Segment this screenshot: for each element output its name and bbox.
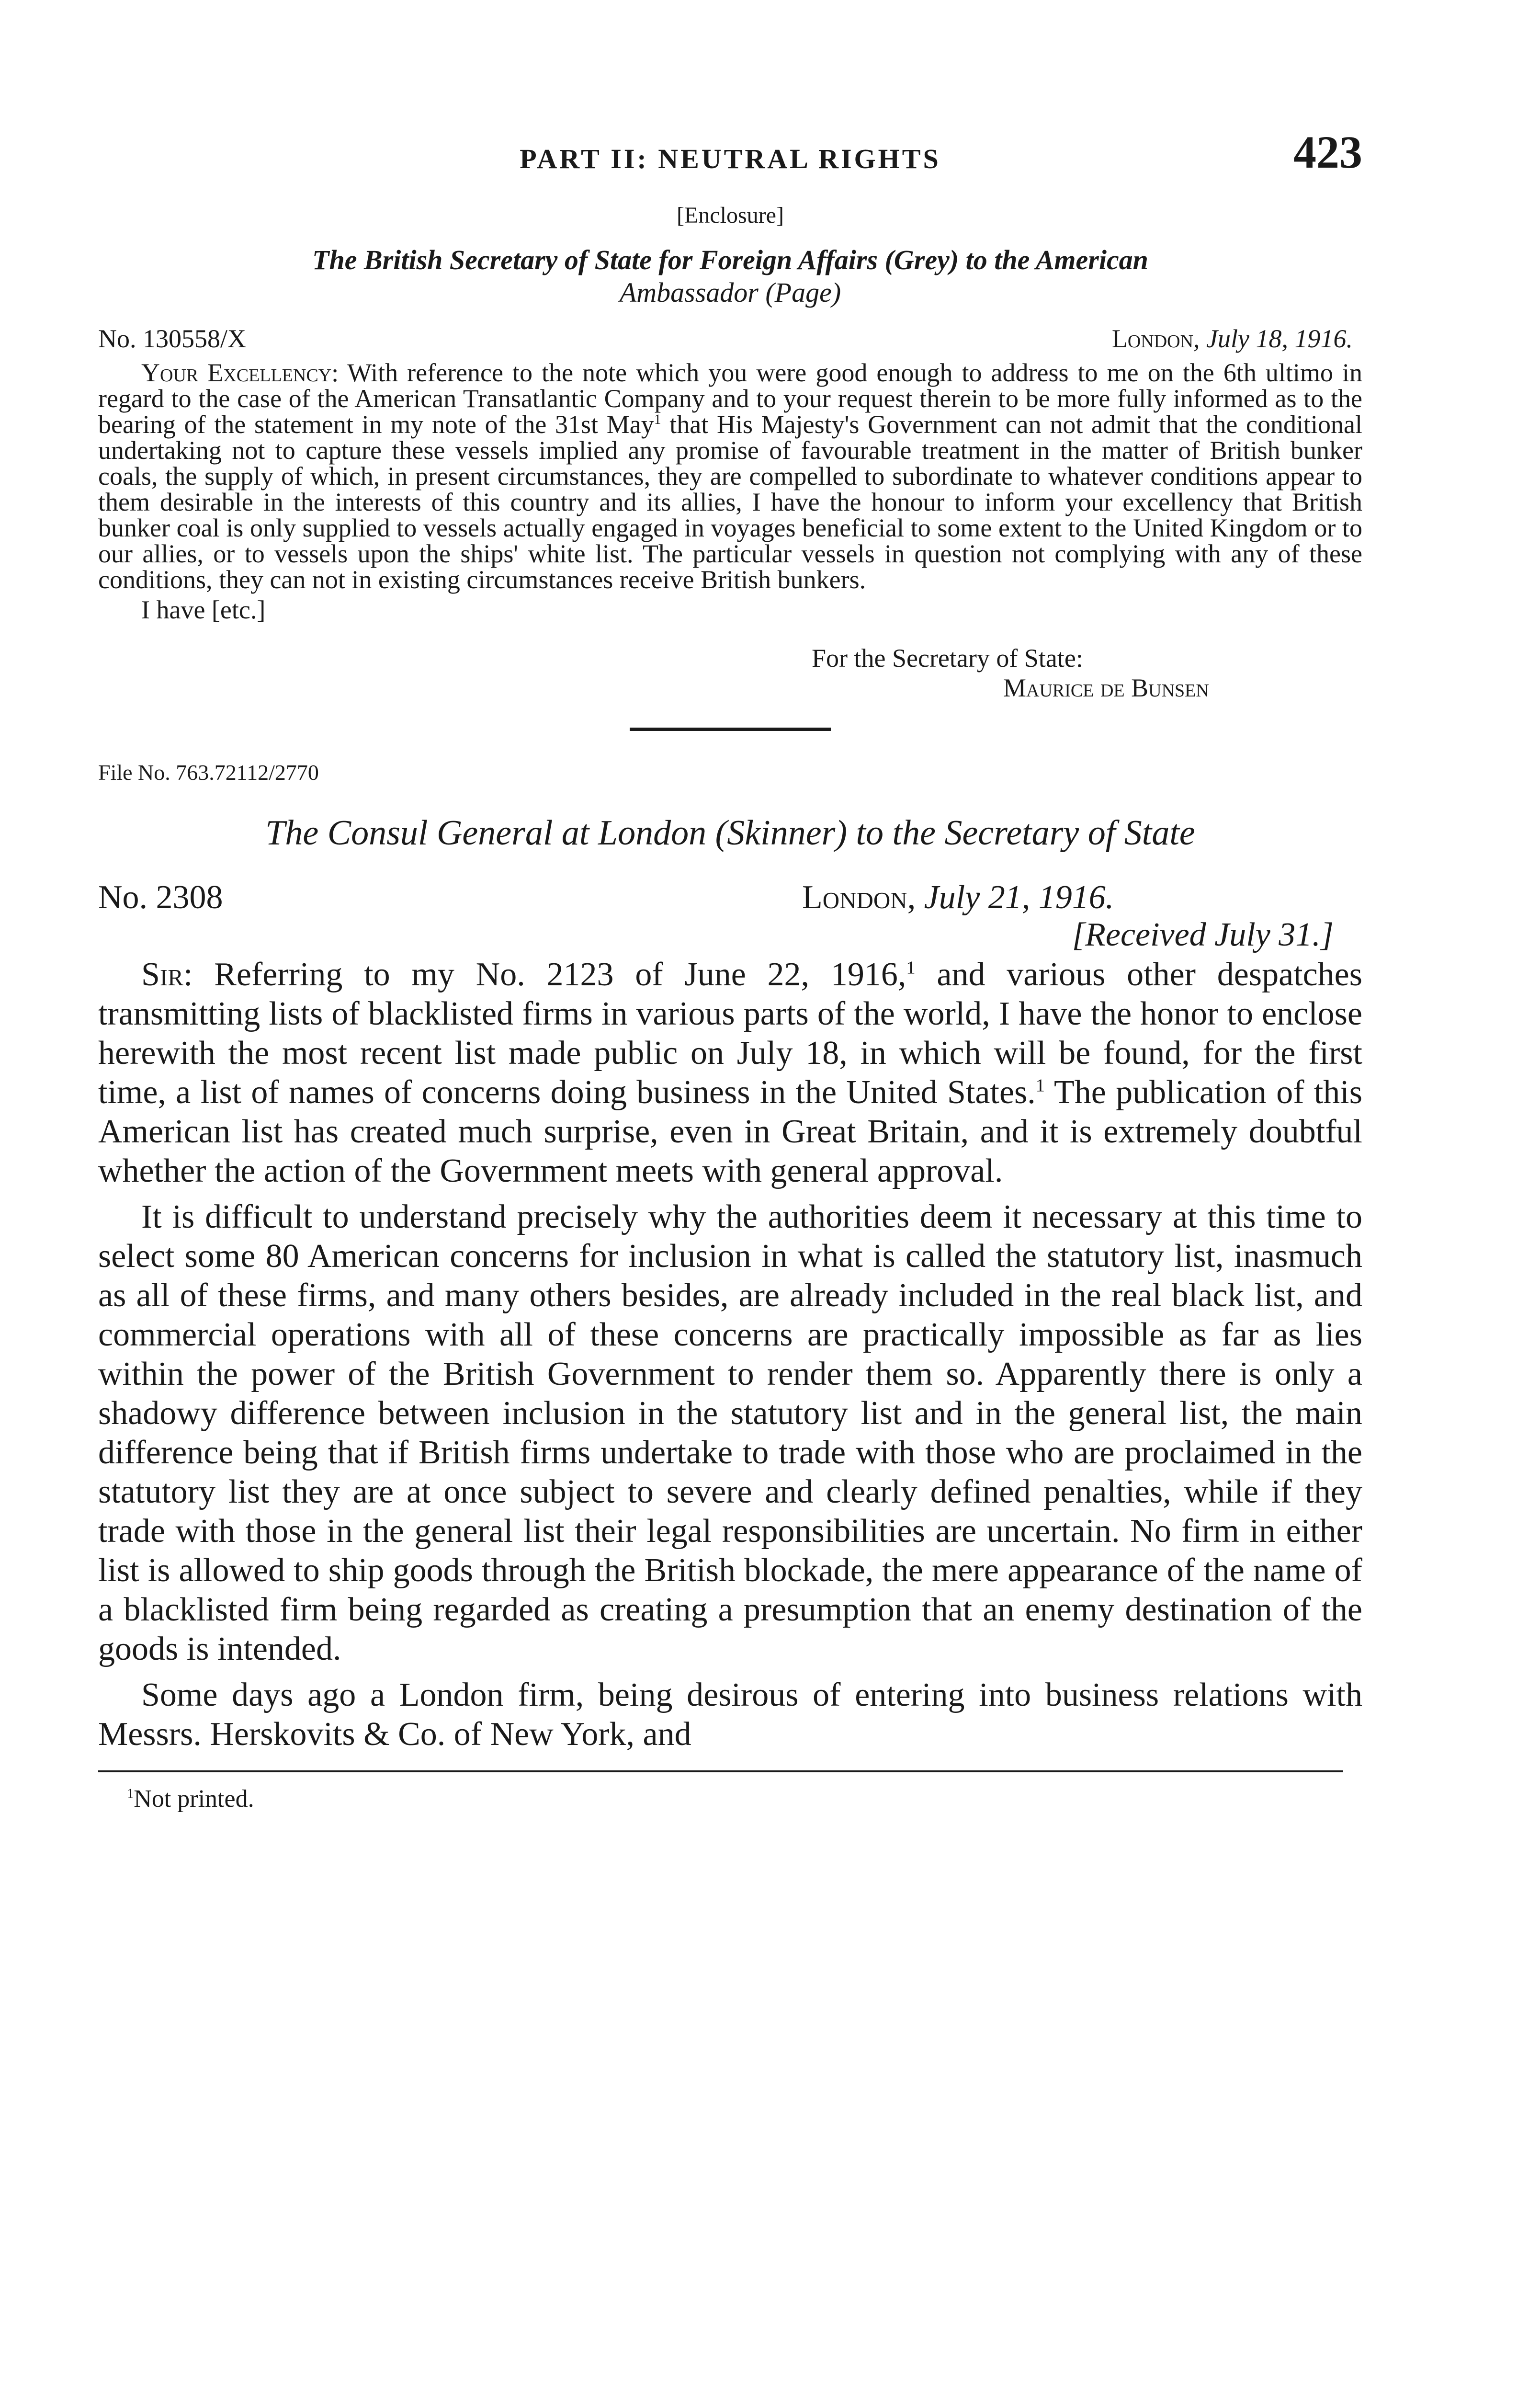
page-number: 423: [1293, 126, 1362, 178]
enclosure-label: [Enclosure]: [677, 203, 784, 228]
enclosure-date: July 18, 1916.: [1206, 324, 1353, 353]
document-received: [Received July 31.]: [1072, 916, 1334, 953]
document-place: London,: [802, 879, 916, 916]
paragraph-3: Some days ago a London firm, being desirous of entering into business relations with Messrs. Herskovits & Co. of New York, and: [98, 1676, 1362, 1753]
running-head: [98, 126, 1362, 187]
document-dateline: [98, 878, 1362, 955]
enclosure-signature: [812, 643, 1362, 703]
enclosure-dateline: [98, 324, 1362, 353]
enclosure-body-text: : With reference to the note which you were good enough to address to me on the 6th ultimo in regard to the case of the American Transatlantic Company and to your request therein to be more fully informed as to the bearing of the statement in my note of the 31st May: [98, 358, 1362, 439]
section-divider: [630, 728, 831, 731]
footnote-marker: 1: [1035, 1075, 1045, 1096]
footnote-text: Not printed.: [134, 1785, 254, 1813]
signature-name: Maurice de Bunsen: [1003, 673, 1209, 702]
footnote-marker: 1: [654, 412, 661, 427]
paragraph-1: [98, 955, 1362, 1191]
document-heading: The Consul General at London (Skinner) to the Secretary of State: [265, 813, 1195, 853]
enclosure-body: [98, 360, 1362, 593]
enclosure-body-text-cont: that His Majesty's Government can not admit that the conditional undertaking not to capture these vessels implied any promise of favourable treatment in the matter of British bunker coals, the supply of which, in present circumstances, they are compelled to subordinate to whatever conditions appear to them desirable in the interests of this country and its allies, I have the honour to inform your excellency that British bunker coal is only supplied to vessels actually engaged in voyages beneficial to some extent to the United Kingdom or to our allies, or to vessels upon the ships' white list. The particular vessels in question not complying with any of these conditions, they can not in existing circumstances receive British bunkers.: [98, 410, 1363, 594]
paragraph-2: It is difficult to understand precisely why the authorities deem it necessary at this time to select some 80 American concerns for inclusion in what is called the statutory list, inasmuch as all of these firms, and many others besides, are already included in the real black list, and commercial operations with all of these concerns are practically impossible as far as lies within the power of the British Government to render them so. Apparently there is only a shadowy difference between inclusion in the statutory list and in the general list, the main difference being that if British firms undertake to trade with those who are proclaimed in the statutory list they are at once subject to severe and clearly defined penalties, while if they trade with those in the general list their legal responsibilities are uncertain. No firm in either list is allowed to ship goods through the British blockade, the mere appearance of the name of a blacklisted firm being regarded as creating a presumption that an enemy destination of the goods is intended.: [98, 1198, 1362, 1667]
signature-line: For the Secretary of State:: [812, 644, 1083, 673]
enclosure-heading-line2: Ambassador (Page): [619, 277, 841, 308]
enclosure-place-date: [1112, 324, 1353, 353]
enclosure-heading: [98, 244, 1362, 309]
document-place-date: [802, 878, 1114, 917]
document-number: No. 2308: [98, 879, 223, 916]
footnote: [127, 1785, 1362, 1813]
enclosure-salutation: Your Excellency: [141, 358, 332, 387]
paragraph-1-text-c: The publication of this American list has created much surprise, even in Great Britain, and it is extremely doubtful whether the action of the Government meets with general approval.: [98, 1074, 1362, 1189]
running-head-title: PART II: NEUTRAL RIGHTS: [520, 143, 941, 174]
enclosure-number: No. 130558/X: [98, 324, 246, 353]
enclosure-closing: I have [etc.]: [141, 595, 266, 624]
paragraph-1-text-b: and various other despatches transmitting lists of blacklisted firms in various parts of the world, I have the honor to enclose herewith the most recent list made public on July 18, in which will be found, for the first time, a list of names of concerns doing business in the United States.: [98, 956, 1362, 1111]
footnote-number: 1: [127, 1786, 134, 1802]
enclosure-place: London,: [1111, 324, 1200, 353]
footnote-marker: 1: [906, 958, 916, 978]
document-salutation: Sir: [141, 956, 183, 993]
enclosure-heading-line1: The British Secretary of State for Foreign Affairs (Grey) to the American: [312, 244, 1148, 275]
footnote-divider: [98, 1770, 1343, 1772]
document-date: July 21, 1916.: [924, 879, 1114, 916]
document-page: [98, 126, 1363, 1813]
paragraph-1-text-a: : Referring to my No. 2123 of June 22, 1916,: [183, 956, 906, 993]
file-number: File No. 763.72112/2770: [98, 760, 319, 785]
